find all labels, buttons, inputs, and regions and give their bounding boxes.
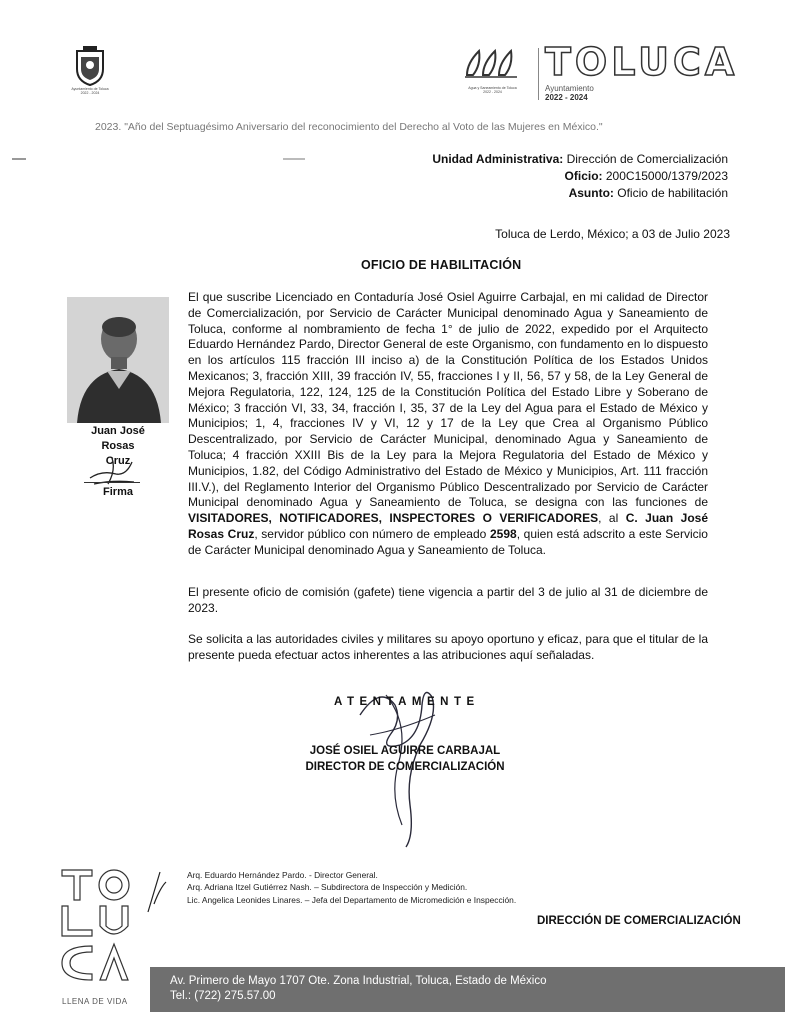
ccp-list bbox=[187, 869, 637, 906]
atentamente: ATENTAMENTE bbox=[334, 696, 480, 708]
agua-saneamiento-logo bbox=[455, 45, 530, 105]
holder-photo bbox=[67, 297, 169, 423]
initials-mark bbox=[140, 868, 170, 923]
person-photo-icon bbox=[67, 297, 169, 423]
oficio-label: Oficio: bbox=[564, 169, 603, 183]
left-logo-caption: Ayuntamiento de Toluca bbox=[71, 87, 109, 91]
p1-holder-name: C. Juan José Rosas Cruz bbox=[188, 511, 708, 541]
unidad-label: Unidad Administrativa: bbox=[432, 152, 564, 166]
paragraph-validity: El presente oficio de comisión (gafete) tiene vigencia a partir del 3 de julio al 31 de diciembre de 2023. bbox=[188, 585, 708, 615]
place-date: Toluca de Lerdo, México; a 03 de Julio 2023 bbox=[495, 227, 730, 241]
asunto-line bbox=[308, 185, 728, 202]
holder-name-line1: Juan José bbox=[91, 425, 145, 437]
p1-functions: VISITADORES, NOTIFICADORES, INSPECTORES O VERIFICADORES bbox=[188, 511, 599, 526]
holder-name-line2: Rosas bbox=[101, 440, 135, 452]
toluca-logo-years: 2022 - 2024 bbox=[545, 93, 588, 102]
signer-title: DIRECTOR DE COMERCIALIZACIÓN bbox=[305, 761, 505, 773]
toluca-vertical-logo bbox=[58, 866, 136, 1001]
slogan: LLENA DE VIDA bbox=[62, 997, 128, 1006]
coat-of-arms-icon bbox=[73, 45, 107, 87]
toluca-ayuntamiento-logo bbox=[545, 40, 739, 107]
footer-address: Av. Primero de Mayo 1707 Ote. Zona Industrial, Toluca, Estado de México bbox=[170, 975, 547, 987]
agua-logo-caption: Agua y Saneamiento de Toluca bbox=[468, 86, 517, 90]
agua-logo-years: 2022 - 2024 bbox=[483, 90, 502, 94]
ayuntamiento-coat-of-arms-logo bbox=[60, 45, 120, 105]
footer-address-bar bbox=[150, 967, 785, 1012]
p1-text-c: , servidor público con número de empleado bbox=[254, 526, 487, 541]
logo-divider bbox=[538, 48, 539, 100]
p1-text-b: , al bbox=[598, 511, 619, 526]
year-motto: 2023. "Año del Septuagésimo Aniversario del reconocimiento del Derecho al Voto de las Mujeres en México." bbox=[95, 121, 603, 133]
paragraph-request: Se solicita a las autoridades civiles y militares su apoyo oportuno y eficaz, para que el titular de la presente pueda efectuar actos inherentes a las atribuciones aquí señaladas. bbox=[188, 632, 708, 662]
firma-label: Firma bbox=[103, 486, 133, 498]
oficio-line bbox=[308, 168, 728, 185]
document-title: OFICIO DE HABILITACIÓN bbox=[361, 258, 522, 272]
unidad-administrativa-line bbox=[308, 151, 728, 168]
water-drops-icon bbox=[461, 45, 525, 81]
signer-block bbox=[285, 743, 525, 775]
scan-mark bbox=[12, 158, 26, 160]
p1-text-d: , quien está adscrito a este Servicio de Carácter Municipal denominado Agua y Saneamiento de Toluca. bbox=[188, 526, 708, 557]
asunto-label: Asunto: bbox=[568, 186, 614, 200]
ccp-item: Arq. Eduardo Hernández Pardo. - Director General. bbox=[187, 870, 378, 880]
p1-employee-number: 2598 bbox=[489, 526, 517, 541]
scan-mark bbox=[283, 158, 305, 160]
toluca-logo-sub: Ayuntamiento bbox=[545, 84, 594, 93]
footer-phone: Tel.: (722) 275.57.00 bbox=[170, 990, 276, 1002]
asunto-value: Oficio de habilitación bbox=[617, 186, 728, 200]
oficio-value: 200C15000/1379/2023 bbox=[605, 169, 728, 183]
left-logo-years: 2022 - 2024 bbox=[80, 91, 100, 95]
toluca-logo-word: TOLUCA bbox=[545, 40, 739, 84]
firma-line bbox=[84, 482, 140, 483]
footer-department: DIRECCIÓN DE COMERCIALIZACIÓN bbox=[537, 915, 741, 927]
ccp-item: Arq. Adriana Itzel Gutiérrez Nash. – Subdirectora de Inspección y Medición. bbox=[187, 882, 468, 893]
signer-name: JOSÉ OSIEL AGUIRRE CARBAJAL bbox=[309, 745, 501, 757]
ccp-item: Lic. Angelica Leonides Linares. – Jefa del Departamento de Micromedición e Inspección. bbox=[187, 894, 517, 905]
p1-text-a: El que suscribe Licenciado en Contaduría José Osiel Aguirre Carbajal, en mi calidad de Director de Comercialización, por Servicio de Carácter Municipal denominado Agua y Saneamiento de Toluca, conforme al nombramiento de fecha 1° de julio de 2022, expedido por el Arquitecto Eduardo Hernández Pardo, Director General de este Organismo, con fundamento en lo dispuesto en los artículos 115 fracción III inciso a) de la Constitución Política de los Estados Unidos Mexicanos; 3, fracción XIII, 39 fracción IV, 55, fracciones I y II, 56, 57 y 58, de la Ley General de Mejora Regulatoria, 122, 124, 125 de la Constitución Política del Estado Libre y Soberano de México; 3 fracción VI, 33, 34, fracción I, 35, 37 de la Ley del Agua para el Estado de México y Municipios; 1, 4, fracciones IV y VI, 12 y 17 de la Ley que Crea al Organismo Público Descentralizado, por Servicio de Carácter Municipal, denominado Agua y Saneamiento de Toluca; 4 fracción XXIII Bis de la Ley para la Mejora Regulatoria del Estado de México y Municipios, 1.82, del Código Administrativo del Estado de México y Municipios, Art. 111 fracción III.V.), del Reglamento Interior del Organismo Público Descentralizado por Servicio de Carácter Municipal denominado Agua y Saneamiento de Toluca, se designa con las funciones de bbox=[188, 290, 708, 510]
paragraph-main bbox=[188, 290, 708, 559]
unidad-value: Dirección de Comercialización bbox=[566, 152, 728, 166]
holder-signature bbox=[82, 450, 142, 490]
holder-name-line3: Cruz bbox=[105, 455, 131, 467]
